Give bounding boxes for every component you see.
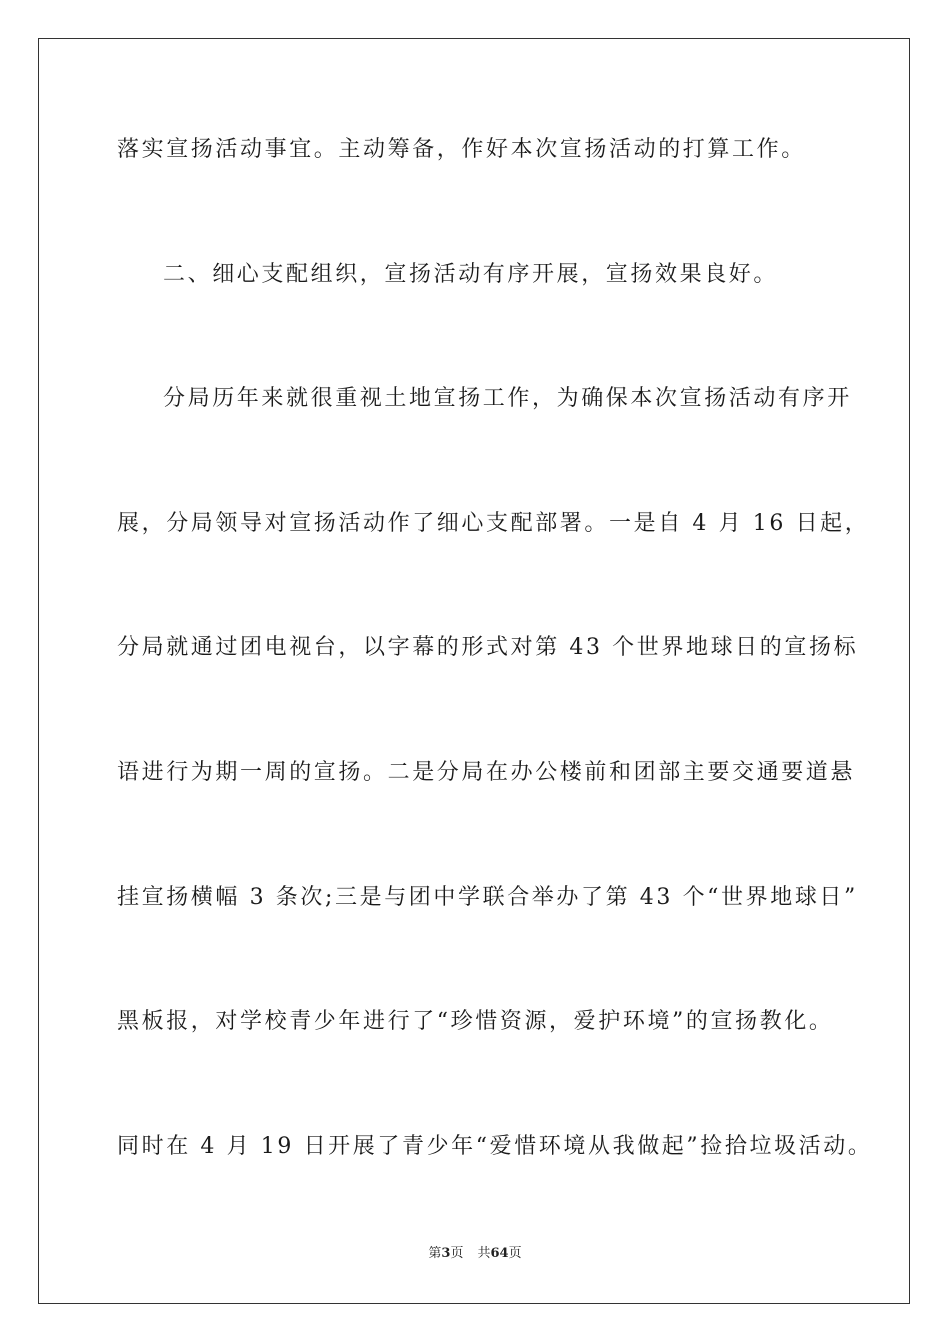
- page-prefix: 第: [428, 1246, 442, 1261]
- body-line-4: 展，分局领导对宣扬活动作了细心支配部署。一是自 4 月 16 日起，: [117, 511, 870, 536]
- total-suffix: 页: [508, 1246, 522, 1261]
- page-number: 3: [441, 1246, 451, 1261]
- body-line-3: 分局历年来就很重视土地宣扬工作，为确保本次宣扬活动有序开: [163, 386, 852, 411]
- section-heading: 二、细心支配组织，宣扬活动有序开展，宣扬效果良好。: [163, 262, 779, 287]
- page-border: [38, 38, 910, 1304]
- body-line-7: 挂宣扬横幅 3 条次;三是与团中学联合举办了第 43 个“世界地球日”: [117, 885, 858, 910]
- body-line-6: 语进行为期一周的宣扬。二是分局在办公楼前和团部主要交通要道悬: [117, 760, 856, 785]
- body-line-8: 黑板报，对学校青少年进行了“珍惜资源，爱护环境”的宣扬教化。: [117, 1009, 834, 1034]
- body-line-5: 分局就通过团电视台，以字幕的形式对第 43 个世界地球日的宣扬标: [117, 635, 859, 660]
- body-line-1: 落实宣扬活动事宜。主动筹备，作好本次宣扬活动的打算工作。: [117, 137, 806, 162]
- total-prefix: 共: [477, 1246, 491, 1261]
- total-pages: 64: [490, 1246, 509, 1261]
- page-suffix: 页: [450, 1246, 464, 1261]
- body-line-9: 同时在 4 月 19 日开展了青少年“爱惜环境从我做起”捡拾垃圾活动。: [117, 1134, 873, 1159]
- page-footer: [0, 1246, 950, 1262]
